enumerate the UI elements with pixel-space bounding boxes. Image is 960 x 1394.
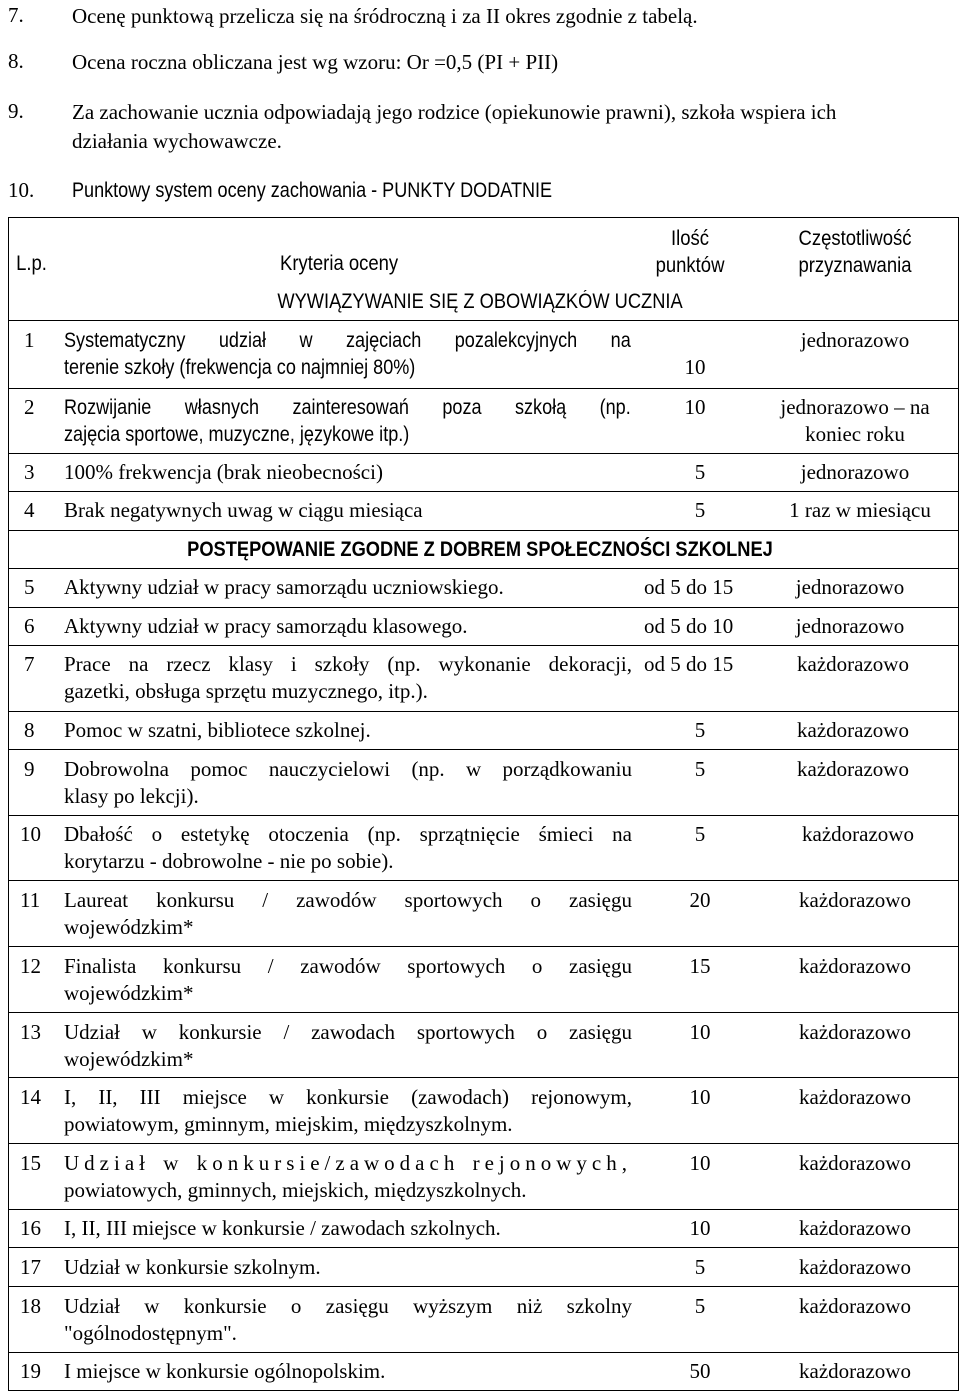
frequency: każdorazowo <box>802 822 914 846</box>
header-points: punktów <box>655 254 725 277</box>
header-lp: L.p. <box>16 252 47 275</box>
row-number: 10 <box>20 822 41 846</box>
item-number: 7. <box>8 3 24 27</box>
criteria-text: I, II, III miejsce w konkursie (zawodach) rejonowym, <box>64 1085 632 1109</box>
row-number: 9 <box>24 757 35 781</box>
criteria-text: Udział w konkursie/zawodach rejonowych, <box>64 1151 632 1175</box>
row-number: 3 <box>24 460 35 484</box>
frequency: każdorazowo <box>797 757 909 781</box>
row-number: 2 <box>24 395 35 419</box>
criteria-text: Finalista konkursu / zawodów sportowych o zasięgu <box>64 954 632 978</box>
row-number: 5 <box>24 575 35 599</box>
frequency: każdorazowo <box>799 1020 911 1044</box>
criteria-text: Rozwijanie własnych zainteresowań poza szkołą (np. <box>64 396 631 419</box>
frequency: jednorazowo <box>800 460 910 484</box>
frequency: 1 raz w miesiącu <box>789 498 931 522</box>
frequency: każdorazowo <box>799 888 911 912</box>
points: 15 <box>689 954 711 978</box>
frequency: jednorazowo <box>795 575 905 599</box>
points: 5 <box>694 498 706 522</box>
header-points: Ilość <box>670 227 710 250</box>
item-text: Ocena roczna obliczana jest wg wzoru: Or =0,5 (PI + PII) <box>72 50 559 74</box>
points: 10 <box>689 1020 711 1044</box>
row-number: 7 <box>24 652 35 676</box>
points: od 5 do 15 <box>644 575 734 599</box>
points: 50 <box>689 1359 711 1383</box>
points: 10 <box>689 1085 711 1109</box>
points: 10 <box>689 1151 711 1175</box>
header-frequency: przyznawania <box>798 254 912 277</box>
item-text-continued: działania wychowawcze. <box>72 129 282 153</box>
points: 5 <box>694 1294 706 1318</box>
row-number: 6 <box>24 614 35 638</box>
points: od 5 do 10 <box>644 614 734 638</box>
row-number: 19 <box>20 1359 41 1383</box>
section-title: POSTĘPOWANIE ZGODNE Z DOBREM SPOŁECZNOŚCI SZKOLNEJ <box>187 538 773 561</box>
row-number: 15 <box>20 1151 41 1175</box>
criteria-text: Udział w konkursie o zasięgu wyższym niż szkolny <box>64 1294 632 1318</box>
header-frequency: Częstotliwość <box>798 227 912 250</box>
criteria-text: wojewódzkim* <box>64 1047 194 1071</box>
section-heading: Punktowy system oceny zachowania - PUNKTY DODATNIE <box>72 179 553 202</box>
criteria-text: Systematyczny udział w zajęciach pozalekcyjnych na <box>64 329 631 352</box>
points: 5 <box>694 718 706 742</box>
frequency: każdorazowo <box>799 1085 911 1109</box>
criteria-text: klasy po lekcji). <box>64 784 199 808</box>
frequency: każdorazowo <box>799 1294 911 1318</box>
points: 5 <box>694 822 706 846</box>
points: 5 <box>694 757 706 781</box>
criteria-text: zajęcia sportowe, muzyczne, językowe itp.) <box>64 423 410 446</box>
criteria-text: Dbałość o estetykę otoczenia (np. sprzątnięcie śmieci na <box>64 822 632 846</box>
frequency: koniec roku <box>805 422 905 446</box>
frequency: jednorazowo <box>795 614 905 638</box>
points: 10 <box>689 1216 711 1240</box>
criteria-text: Dobrowolna pomoc nauczycielowi (np. w porządkowaniu <box>64 757 632 781</box>
criteria-text: gazetki, obsługa sprzętu muzycznego, itp.). <box>64 679 428 703</box>
points: 5 <box>694 460 706 484</box>
frequency: jednorazowo <box>800 328 910 352</box>
frequency: każdorazowo <box>797 718 909 742</box>
row-number: 11 <box>20 888 41 912</box>
points: 10 <box>684 395 706 419</box>
frequency: każdorazowo <box>799 954 911 978</box>
criteria-text: Aktywny udział w pracy samorządu uczniowskiego. <box>64 575 504 599</box>
row-number: 17 <box>20 1255 41 1279</box>
row-number: 4 <box>24 498 35 522</box>
item-text: Za zachowanie ucznia odpowiadają jego rodzice (opiekunowie prawni), szkoła wspiera ich <box>72 100 837 124</box>
frequency: każdorazowo <box>797 652 909 676</box>
frequency: każdorazowo <box>799 1151 911 1175</box>
criteria-text: Pomoc w szatni, bibliotece szkolnej. <box>64 718 371 742</box>
criteria-text: powiatowych, gminnych, miejskich, międzyszkolnych. <box>64 1178 527 1202</box>
criteria-text: Brak negatywnych uwag w ciągu miesiąca <box>64 498 423 522</box>
item-number: 8. <box>8 49 24 73</box>
criteria-text: "ogólnodostępnym". <box>64 1321 237 1345</box>
header-criteria: Kryteria oceny <box>280 252 399 275</box>
criteria-text: Laureat konkursu / zawodów sportowych o zasięgu <box>64 888 632 912</box>
row-number: 12 <box>20 954 41 978</box>
criteria-text: Udział w konkursie szkolnym. <box>64 1255 321 1279</box>
criteria-text: I, II, III miejsce w konkursie / zawodach szkolnych. <box>64 1216 501 1240</box>
criteria-text: powiatowym, gminnym, miejskim, międzyszkolnym. <box>64 1112 513 1136</box>
frequency: każdorazowo <box>799 1359 911 1383</box>
item-number: 9. <box>8 99 24 123</box>
row-number: 1 <box>24 328 35 352</box>
row-number: 18 <box>20 1294 41 1318</box>
frequency: każdorazowo <box>799 1216 911 1240</box>
section-title: WYWIĄZYWANIE SIĘ Z OBOWIĄZKÓW UCZNIA <box>277 290 683 313</box>
criteria-text: wojewódzkim* <box>64 981 194 1005</box>
row-number: 8 <box>24 718 35 742</box>
criteria-text: Prace na rzecz klasy i szkoły (np. wykonanie dekoracji, <box>64 652 632 676</box>
criteria-text: korytarzu - dobrowolne - nie po sobie). <box>64 849 394 873</box>
criteria-text: 100% frekwencja (brak nieobecności) <box>64 460 383 484</box>
item-number: 10. <box>8 178 35 202</box>
criteria-text: wojewódzkim* <box>64 915 194 939</box>
criteria-text: terenie szkoły (frekwencja co najmniej 80%) <box>64 356 416 379</box>
points: 20 <box>689 888 711 912</box>
points: 10 <box>684 355 706 379</box>
points: od 5 do 15 <box>644 652 734 676</box>
row-number: 16 <box>20 1216 41 1240</box>
frequency: jednorazowo – na <box>780 395 930 419</box>
points: 5 <box>694 1255 706 1279</box>
criteria-text: Aktywny udział w pracy samorządu klasowego. <box>64 614 468 638</box>
frequency: każdorazowo <box>799 1255 911 1279</box>
criteria-text: I miejsce w konkursie ogólnopolskim. <box>64 1359 386 1383</box>
row-number: 13 <box>20 1020 41 1044</box>
item-text: Ocenę punktową przelicza się na śródroczną i za II okres zgodnie z tabelą. <box>72 4 698 28</box>
row-number: 14 <box>20 1085 41 1109</box>
criteria-text: Udział w konkursie / zawodach sportowych o zasięgu <box>64 1020 632 1044</box>
